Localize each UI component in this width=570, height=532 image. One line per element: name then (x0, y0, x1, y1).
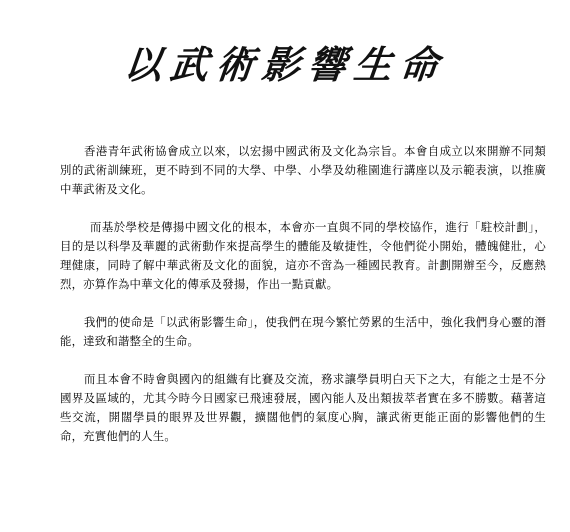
article-body (60, 142, 546, 465)
paragraph-intro: 香港青年武術協會成立以來，以宏揚中國武術及文化為宗旨。本會自成立以來開辦不同類別的武術訓練班，更不時到不同的大學、中學、小學及幼稚園進行講座以及示範表演，以推廣中華武術及文化。 (60, 144, 546, 196)
page-title: 以武術影響生命 (121, 42, 449, 87)
paragraph-mission: 我們的使命是「以武術影響生命」，使我們在現今繁忙勞累的生活中，強化我們身心靈的潛能，達致和諧整全的生命。 (60, 315, 546, 348)
paragraph-school-program: 而基於學校是傳揚中國文化的根本，本會亦一直與不同的學校協作，進行「駐校計劃」，目的是以科學及華麗的武術動作來提高學生的體能及敏捷性，令他們從小開始，體魄健壯，心理健康，同時了解中華武術及文化的面貌，這亦不啻為一種國民教育。計劃開辦至今，反應熱烈，亦算作為中華文化的傳承及發揚，作出一點貢獻。 (60, 220, 546, 291)
paragraph-exchange: 而且本會不時會與國內的組織有比賽及交流，務求讓學員明白天下之大，有能之士是不分國界及區域的，尤其今時今日國家已飛速發展，國內能人及出類拔萃者實在多不勝數。藉著這些交流，開闊學員的眼界及世界觀，擴闊他們的氣度心胸，讓武術更能正面的影響他們的生命，充實他們的人生。 (60, 372, 546, 443)
